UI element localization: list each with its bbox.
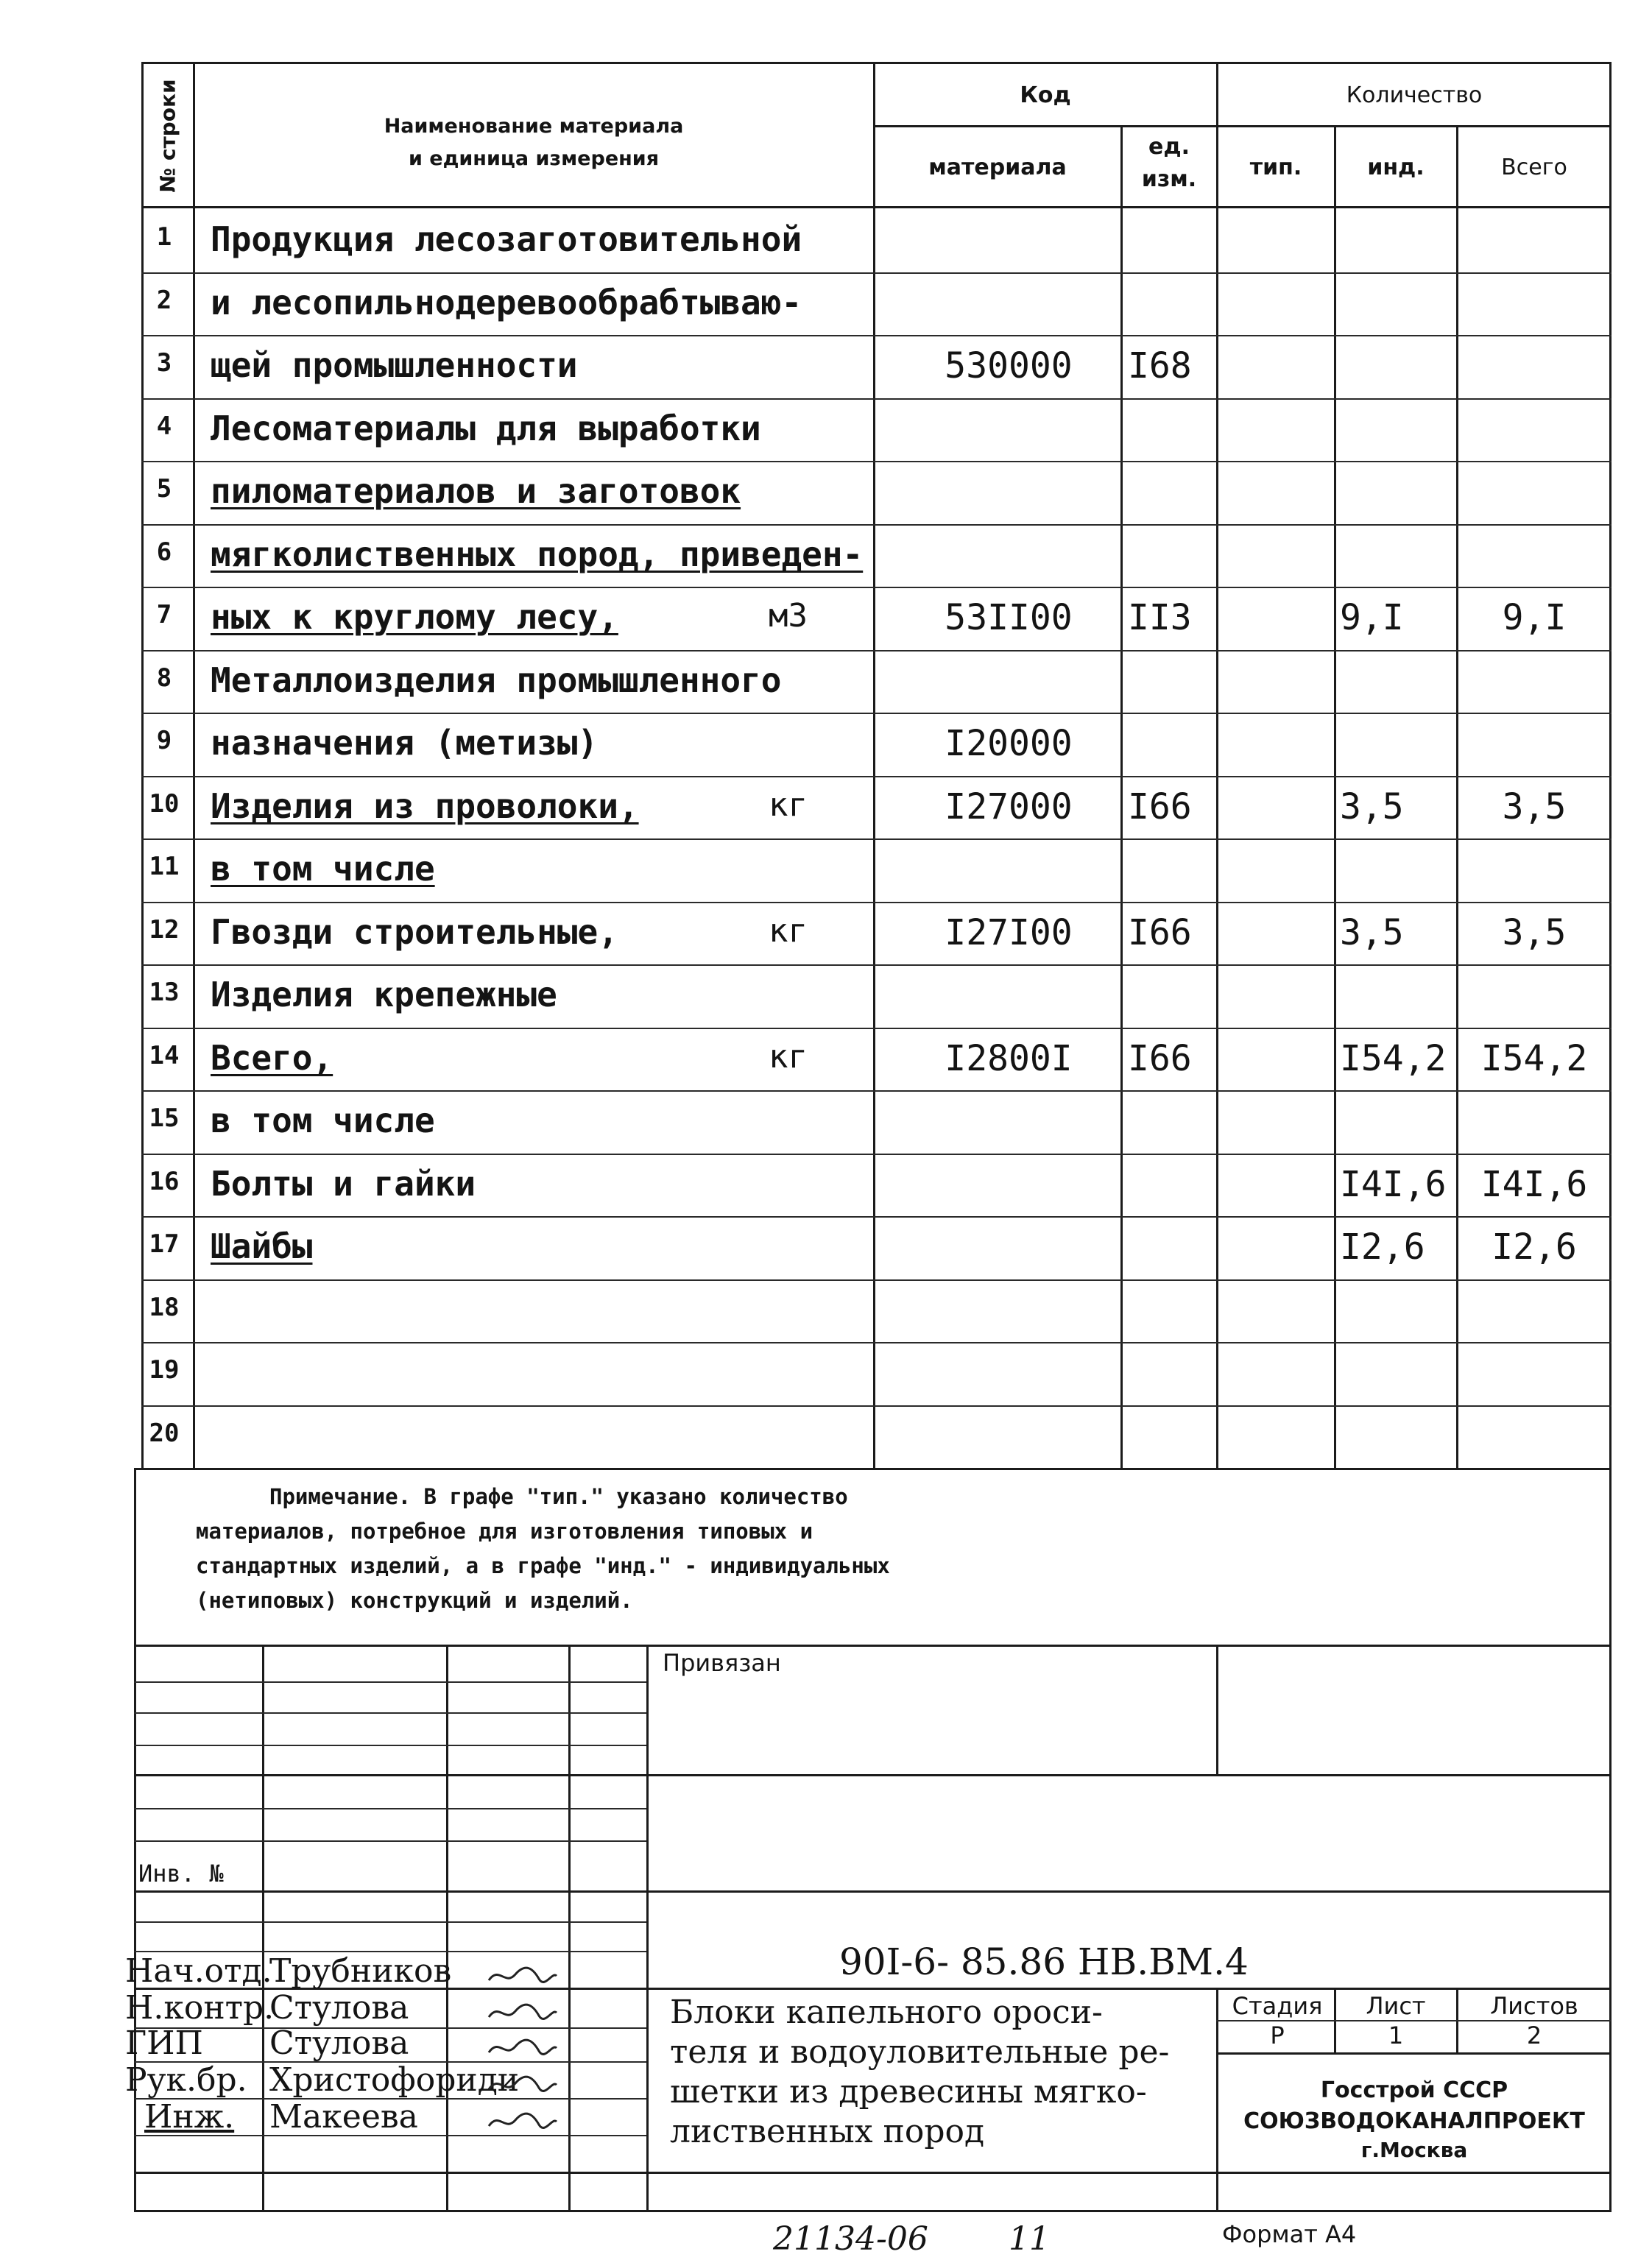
row-divider bbox=[141, 1405, 1612, 1407]
row-number: 16 bbox=[149, 1167, 180, 1196]
material-name: Всего, bbox=[211, 1038, 333, 1078]
row-divider bbox=[141, 1279, 1612, 1281]
material-code: I27I00 bbox=[945, 912, 1073, 953]
stamp-row-line bbox=[134, 1921, 646, 1923]
stamp-role: Инж. bbox=[144, 2098, 235, 2136]
material-code: I2800I bbox=[945, 1038, 1073, 1079]
row-number: 6 bbox=[156, 537, 172, 567]
material-name: и лесопильнодеревообрабтываю- bbox=[211, 283, 802, 322]
material-name: назначения (метизы) bbox=[211, 723, 599, 763]
row-number: 2 bbox=[156, 286, 172, 315]
note-block bbox=[196, 1480, 1065, 1618]
sheets-label: Листов bbox=[1490, 1992, 1578, 2020]
stamp-right-border bbox=[1609, 1468, 1612, 2211]
table-top-border bbox=[141, 62, 1612, 64]
stamp-role: Нач.отд. bbox=[125, 1952, 272, 1990]
unit-code: I66 bbox=[1128, 786, 1192, 827]
row-number: 8 bbox=[156, 663, 172, 693]
unit-of-measure: кг bbox=[769, 786, 808, 824]
stamp-col-2 bbox=[446, 1645, 448, 2211]
qty-individual: I2,6 bbox=[1340, 1226, 1425, 1268]
row-divider bbox=[141, 1028, 1612, 1029]
handwritten-page: 11 bbox=[1009, 2220, 1050, 2258]
row-divider bbox=[141, 1090, 1612, 1092]
header-row-no bbox=[144, 71, 191, 203]
document-code: 90I-6- 85.86 НВ.ВМ.4 bbox=[839, 1941, 1249, 1983]
material-name: Болты и гайки bbox=[211, 1164, 476, 1204]
row-divider bbox=[141, 524, 1612, 526]
stamp-row-line bbox=[134, 1808, 646, 1809]
row-number: 15 bbox=[149, 1103, 180, 1133]
qty-total: 9,I bbox=[1502, 597, 1567, 638]
qty-individual: 3,5 bbox=[1340, 912, 1404, 953]
unit-of-measure: кг bbox=[769, 1038, 808, 1076]
row-divider bbox=[141, 272, 1612, 274]
material-name: Металлоизделия промышленного bbox=[211, 660, 782, 700]
row-divider bbox=[141, 1342, 1612, 1343]
header-qty-ind: инд. bbox=[1367, 155, 1425, 180]
material-name: пиломатериалов и заготовок bbox=[211, 471, 741, 511]
stamp-row-line bbox=[134, 1745, 646, 1746]
stamp-top-border bbox=[134, 1645, 1612, 1647]
title-line-2: теля и водоуловительные ре- bbox=[670, 2033, 1170, 2071]
sheets-value: 2 bbox=[1526, 2021, 1542, 2049]
qty-total: I4I,6 bbox=[1480, 1164, 1588, 1205]
unit-code: I66 bbox=[1128, 1038, 1192, 1079]
header-qty-typ: тип. bbox=[1249, 155, 1302, 180]
note-line-4: (нетиповых) конструкций и изделий. bbox=[196, 1588, 633, 1613]
stamp-bottom-border bbox=[134, 2210, 1612, 2212]
privyazan-label: Привязан bbox=[663, 1649, 781, 1677]
material-name: щей промышленности bbox=[211, 345, 578, 385]
qty-total: I54,2 bbox=[1480, 1038, 1588, 1079]
stamp-row-line bbox=[134, 1712, 646, 1714]
header-unit-line2: изм. bbox=[1141, 166, 1197, 192]
material-name: в том числе bbox=[211, 849, 435, 889]
row-number: 13 bbox=[149, 978, 180, 1007]
header-divider bbox=[873, 125, 1612, 127]
row-divider bbox=[141, 650, 1612, 651]
material-code: 53II00 bbox=[945, 597, 1073, 638]
header-code: Код bbox=[1020, 82, 1071, 108]
row-divider bbox=[141, 1216, 1612, 1218]
row-divider bbox=[141, 902, 1612, 903]
col-divider-unitcode bbox=[1120, 125, 1123, 1468]
header-name-line2: и единица измерения bbox=[408, 147, 660, 170]
stage-value: Р bbox=[1270, 2021, 1285, 2049]
signature-scribble bbox=[486, 2107, 560, 2136]
sheet-label: Лист bbox=[1366, 1992, 1426, 2020]
stamp-person-name: Стулова bbox=[269, 2024, 409, 2062]
signature-scribble bbox=[486, 2033, 560, 2063]
row-number: 1 bbox=[156, 222, 172, 252]
row-number: 11 bbox=[149, 852, 180, 881]
stamp-role: Н.контр. bbox=[125, 1989, 275, 2027]
row-divider bbox=[141, 461, 1612, 462]
signature-scribble bbox=[486, 1998, 560, 2027]
stage-bottom bbox=[1216, 2052, 1611, 2055]
row-number: 9 bbox=[156, 726, 172, 755]
sheet-value: 1 bbox=[1388, 2021, 1404, 2049]
material-name: мягколиственных пород, приведен- bbox=[211, 534, 864, 574]
col-divider-ind bbox=[1456, 125, 1458, 1468]
material-name: в том числе bbox=[211, 1101, 435, 1140]
material-name: Шайбы bbox=[211, 1226, 313, 1266]
row-divider bbox=[141, 838, 1612, 840]
org-line-1: Госстрой СССР bbox=[1320, 2077, 1508, 2103]
material-name: Продукция лесозаготовительной bbox=[211, 219, 802, 259]
header-row-no-text: № строки bbox=[155, 79, 180, 193]
header-unit-line1: ед. bbox=[1148, 134, 1190, 160]
unit-code: II3 bbox=[1128, 597, 1192, 638]
header-name-line1: Наименование материала bbox=[384, 115, 684, 138]
stamp-person-name: Стулова bbox=[269, 1989, 409, 2027]
stamp-row-line bbox=[134, 1681, 646, 1683]
qty-total: 3,5 bbox=[1502, 912, 1567, 953]
qty-total: 3,5 bbox=[1502, 786, 1567, 827]
stamp-col-4 bbox=[646, 1645, 649, 2211]
handwritten-number: 21134-06 bbox=[773, 2220, 928, 2258]
material-name: Изделия крепежные bbox=[211, 975, 557, 1014]
row-number: 19 bbox=[149, 1355, 180, 1385]
unit-code: I68 bbox=[1128, 345, 1192, 386]
note-line-1: Примечание. В графе "тип." указано количество bbox=[269, 1484, 848, 1509]
stamp-col-1 bbox=[262, 1645, 264, 2211]
row-number: 7 bbox=[156, 600, 172, 629]
note-line-3: стандартных изделий, а в графе "инд." - индивидуальных bbox=[196, 1553, 890, 1578]
row-divider bbox=[141, 713, 1612, 714]
row-divider bbox=[141, 964, 1612, 966]
stamp-role: Рук.бр. bbox=[125, 2061, 247, 2099]
material-code: 530000 bbox=[945, 345, 1073, 386]
stamp-person-name: Христофориди bbox=[269, 2061, 520, 2099]
stamp-person-name: Макеева bbox=[269, 2098, 418, 2136]
stamp-row-line bbox=[134, 2172, 1612, 2174]
title-line-4: лиственных пород bbox=[670, 2113, 985, 2150]
material-code: I27000 bbox=[945, 786, 1073, 827]
row-divider bbox=[141, 587, 1612, 588]
qty-individual: I4I,6 bbox=[1340, 1164, 1447, 1205]
org-line-3: г.Москва bbox=[1360, 2138, 1468, 2162]
header-quantity: Количество bbox=[1346, 82, 1483, 108]
row-divider bbox=[141, 398, 1612, 400]
stamp-row-line bbox=[134, 1840, 646, 1842]
unit-of-measure: кг bbox=[769, 912, 808, 950]
row-divider bbox=[141, 776, 1612, 777]
row-number: 5 bbox=[156, 474, 172, 504]
inv-no-label: Инв. № bbox=[138, 1860, 224, 1888]
row-number: 18 bbox=[149, 1293, 180, 1322]
qty-individual: 3,5 bbox=[1340, 786, 1404, 827]
row-number: 10 bbox=[149, 789, 180, 819]
note-top-border bbox=[134, 1468, 1612, 1470]
col-divider-typ bbox=[1334, 125, 1336, 1468]
signature-scribble bbox=[486, 2070, 560, 2100]
unit-code: I66 bbox=[1128, 912, 1192, 953]
row-number: 3 bbox=[156, 348, 172, 378]
row-divider bbox=[141, 335, 1612, 336]
stage-label: Стадия bbox=[1232, 1992, 1323, 2020]
row-number: 4 bbox=[156, 412, 172, 441]
unit-of-measure: м3 bbox=[769, 597, 808, 635]
stamp-role: ГИП bbox=[125, 2024, 203, 2062]
qty-total: I2,6 bbox=[1492, 1226, 1577, 1268]
title-line-1: Блоки капельного ороси- bbox=[670, 1994, 1103, 2031]
row-number: 20 bbox=[149, 1419, 180, 1448]
qty-individual: 9,I bbox=[1340, 597, 1404, 638]
material-name: ных к круглому лесу, bbox=[211, 597, 618, 637]
format-label: Формат А4 bbox=[1222, 2220, 1357, 2248]
org-line-2: СОЮЗВОДОКАНАЛПРОЕКТ bbox=[1243, 2108, 1585, 2134]
stamp-left-border bbox=[134, 1468, 136, 2211]
material-name: Лесоматериалы для выработки bbox=[211, 409, 761, 448]
stamp-person-name: Трубников bbox=[269, 1952, 452, 1990]
header-bottom-border bbox=[141, 206, 1612, 208]
row-divider bbox=[141, 1154, 1612, 1155]
row-number: 17 bbox=[149, 1229, 180, 1259]
stamp-col-3 bbox=[568, 1645, 571, 2211]
signature-scribble bbox=[486, 1961, 560, 1991]
material-code: I20000 bbox=[945, 723, 1073, 764]
note-line-2: материалов, потребное для изготовления типовых и bbox=[196, 1519, 813, 1544]
row-number: 12 bbox=[149, 915, 180, 944]
stamp-row-line bbox=[134, 1890, 1612, 1893]
stamp-col-privyazan bbox=[1216, 1645, 1218, 1774]
qty-individual: I54,2 bbox=[1340, 1038, 1447, 1079]
material-name: Изделия из проволоки, bbox=[211, 786, 639, 826]
title-line-3: шетки из древесины мягко- bbox=[670, 2073, 1147, 2111]
stamp-row-line bbox=[134, 1774, 1612, 1776]
material-name: Гвозди строительные, bbox=[211, 912, 618, 952]
header-code-material: материала bbox=[928, 155, 1067, 180]
header-qty-total: Всего bbox=[1501, 155, 1567, 180]
row-number: 14 bbox=[149, 1041, 180, 1070]
